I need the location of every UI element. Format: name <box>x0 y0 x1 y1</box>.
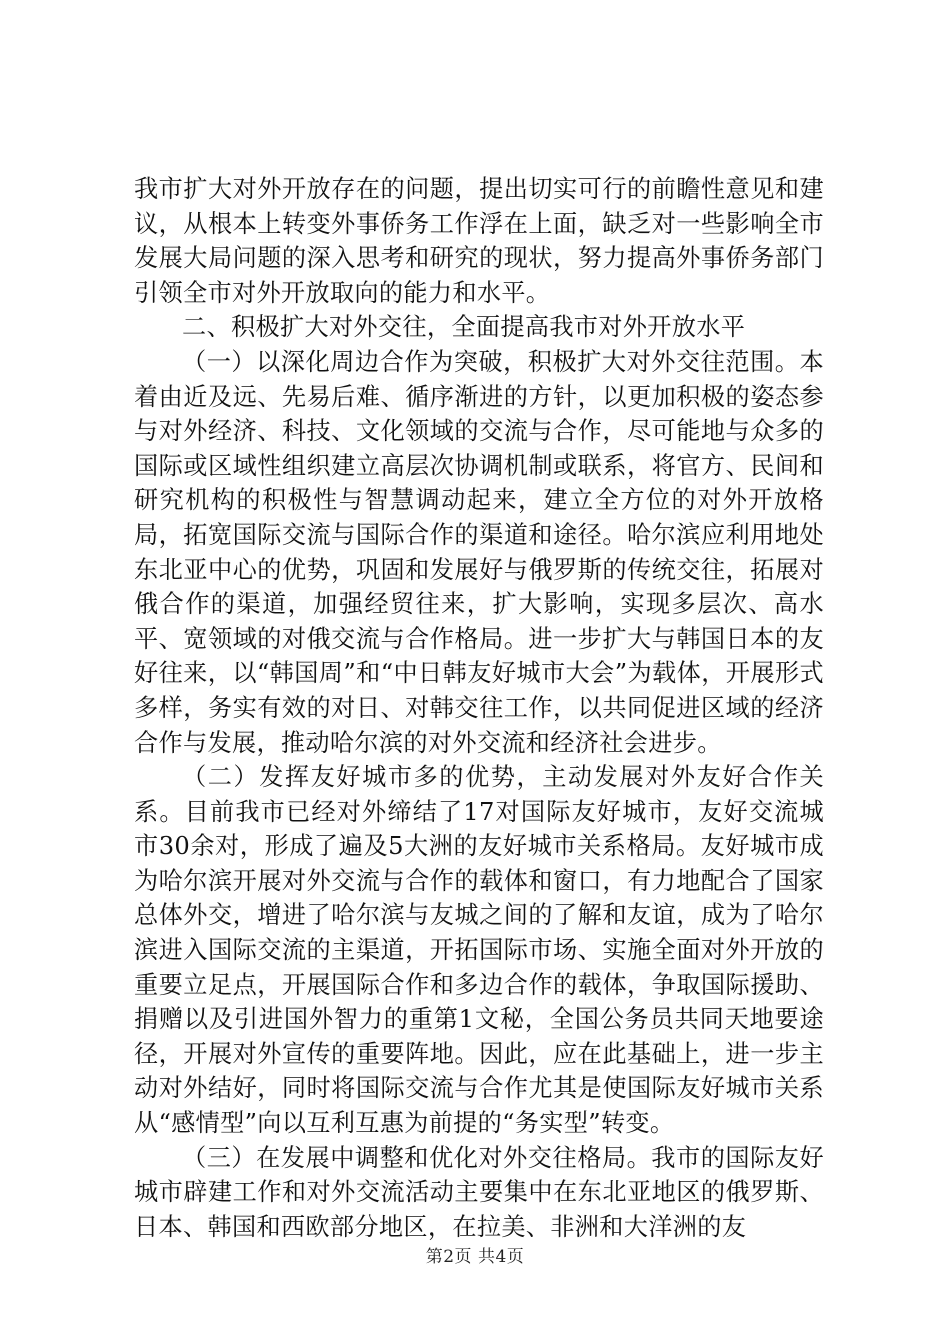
section-heading: 二、积极扩大对外交往，全面提高我市对外开放水平 <box>182 313 746 342</box>
paragraph-item-1: （一）以深化周边合作为突破，积极扩大对外交往范围。本着由近及远、先易后难、循序渐进的方针，以更加积极的姿态参与对外经济、科技、文化领域的交流与合作，尽可能地与众多的国际或区域性组织建立高层次协调机制或联系，将官方、民间和研究机构的积极性与智慧调动起来，建立全方位的对外开放格局，拓宽国际交流与国际合作的渠道和途径。哈尔滨应利用地处东北亚中心的优势，巩固和发展好与俄罗斯的传统交往，拓展对俄合作的渠道，加强经贸往来，扩大影响，实现多层次、高水平、宽领域的对俄交流与合作格局。进一步扩大与韩国日本的友好往来，以“韩国周”和“中日韩友好城市大会”为载体，开展形式多样，务实有效的对日、对韩交往工作，以共同促进区域的经济合作与发展，推动哈尔滨的对外交流和经济社会进步。 <box>134 347 824 757</box>
document-body <box>134 172 824 1244</box>
page-number-footer: 第2页 共4页 <box>425 1247 525 1267</box>
paragraph-item-3: （三）在发展中调整和优化对外交往格局。我市的国际友好城市辟建工作和对外交流活动主要集中在东北亚地区的俄罗斯、日本、韩国和西欧部分地区，在拉美、非洲和大洋洲的友 <box>134 1143 824 1241</box>
paragraph-item-2: （二）发挥友好城市多的优势，主动发展对外友好合作关系。目前我市已经对外缔结了17对国际友好城市，友好交流城市30余对，形成了遍及5大洲的友好城市关系格局。友好城市成为哈尔滨开展对外交流与合作的载体和窗口，有力地配合了国家总体外交，增进了哈尔滨与友城之间的了解和友谊，成为了哈尔滨进入国际交流的主渠道，开拓国际市场、实施全面对外开放的重要立足点，开展国际合作和多边合作的载体，争取国际援助、捐赠以及引进国外智力的重第1文秘，全国公务员共同天地要途径，开展对外宣传的重要阵地。因此，应在此基础上，进一步主动对外结好，同时将国际交流与合作尤其是使国际友好城市关系从“感情型”向以互利互惠为前提的“务实型”转变。 <box>134 763 824 1138</box>
paragraph-continuation: 我市扩大对外开放存在的问题，提出切实可行的前瞻性意见和建议，从根本上转变外事侨务工作浮在上面，缺乏对一些影响全市发展大局问题的深入思考和研究的现状，努力提高外事侨务部门引领全市对外开放取向的能力和水平。 <box>134 175 824 307</box>
